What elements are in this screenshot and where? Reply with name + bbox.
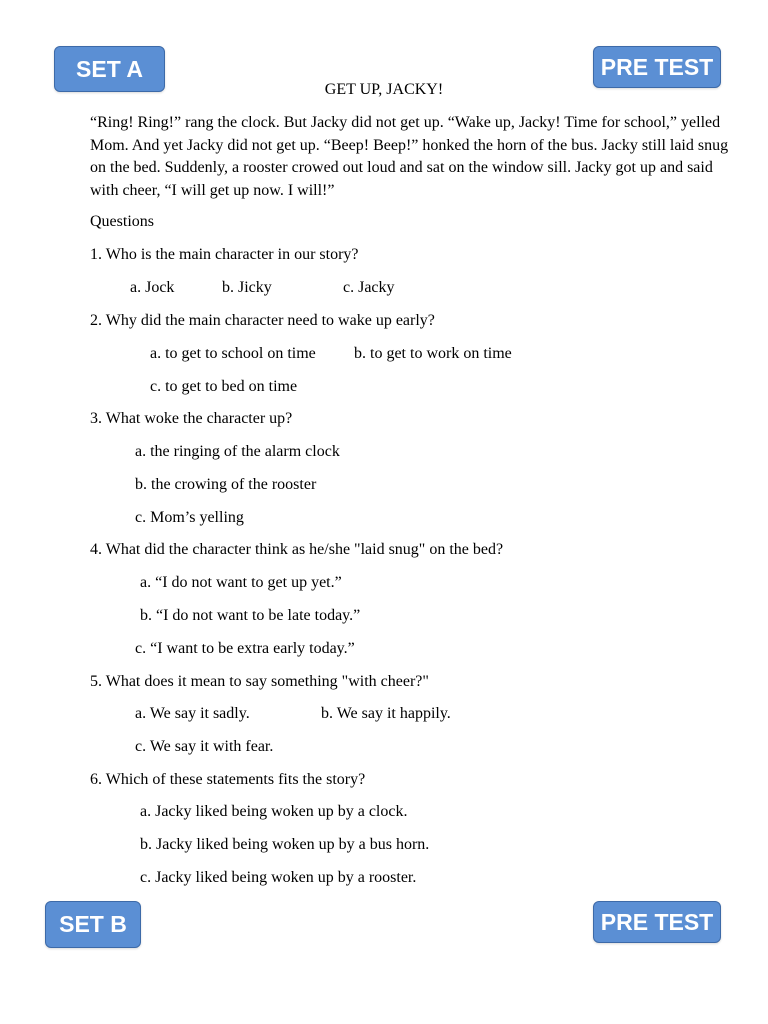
question-6: 6. Which of these statements fits the story? [90,771,366,788]
set-a-badge: SET A [54,46,165,92]
question-3-option-a: a. the ringing of the alarm clock [135,443,340,460]
questions-heading: Questions [90,213,154,230]
question-2: 2. Why did the main character need to wake up early? [90,312,435,329]
question-1-option-a: a. Jock [130,279,175,296]
story-title: GET UP, JACKY! [324,81,444,98]
question-6-option-a: a. Jacky liked being woken up by a clock. [140,803,408,820]
question-4-option-c: c. “I want to be extra early today.” [135,640,355,657]
set-b-badge: SET B [45,901,141,948]
question-1-option-c: c. Jacky [343,279,395,296]
question-4: 4. What did the character think as he/she "laid snug" on the bed? [90,541,504,558]
pre-test-badge-top: PRE TEST [593,46,721,88]
question-6-option-c: c. Jacky liked being woken up by a rooster. [140,869,417,886]
question-2-option-c: c. to get to bed on time [150,378,298,395]
question-5: 5. What does it mean to say something "with cheer?" [90,673,429,690]
story-passage: “Ring! Ring!” rang the clock. But Jacky did not get up. “Wake up, Jacky! Time for school,” yelled Mom. And yet Jacky did not get up. “Beep! Beep!” honked the horn of the bus. Jacky still laid snug on the bed. Suddenly, a rooster crowed out loud and sat on the window sill. Jacky got up and said with cheer, “I will get up now. I will!” [90,114,729,199]
question-5-option-c: c. We say it with fear. [135,738,274,755]
question-5-option-a: a. We say it sadly. [135,705,250,722]
question-1-option-b: b. Jicky [222,279,272,296]
question-1: 1. Who is the main character in our story? [90,246,359,263]
question-3-option-b: b. the crowing of the rooster [135,476,317,493]
question-4-option-b: b. “I do not want to be late today.” [140,607,361,624]
pre-test-badge-bottom: PRE TEST [593,901,721,943]
question-5-option-b: b. We say it happily. [321,705,451,722]
question-2-option-b: b. to get to work on time [354,345,512,362]
question-2-option-a: a. to get to school on time [150,345,316,362]
question-4-option-a: a. “I do not want to get up yet.” [140,574,342,591]
question-3: 3. What woke the character up? [90,410,293,427]
question-6-option-b: b. Jacky liked being woken up by a bus horn. [140,836,430,853]
question-3-option-c: c. Mom’s yelling [135,509,244,526]
